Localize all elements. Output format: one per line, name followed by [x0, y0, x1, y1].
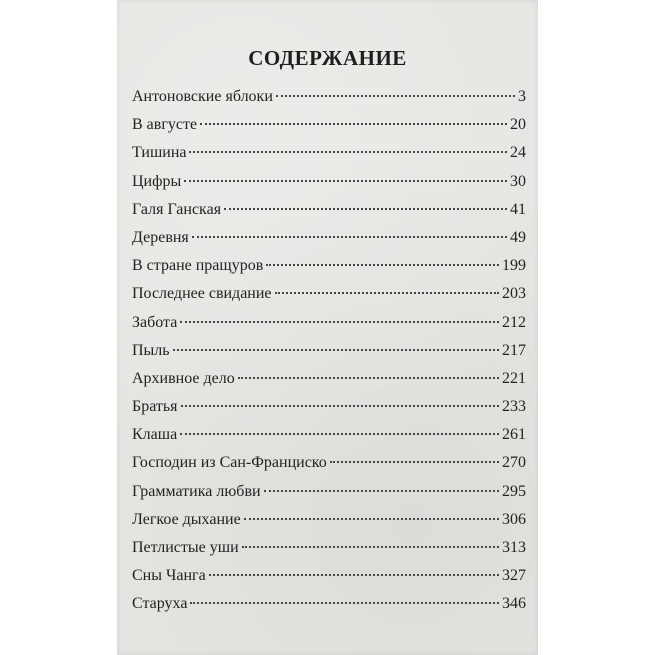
toc-leader-dots	[264, 490, 499, 492]
toc-entry	[132, 595, 526, 623]
toc-entry-page: 261	[502, 426, 526, 444]
toc-entry-page: 233	[502, 398, 526, 416]
toc-entry-title: Деревня	[132, 228, 189, 246]
toc-entry-title: Архивное дело	[132, 369, 235, 387]
toc-leader-dots	[238, 377, 499, 379]
toc-leader-dots	[330, 461, 499, 463]
toc-entry-title: Последнее свидание	[132, 285, 272, 303]
toc-entry-page: 30	[510, 172, 526, 190]
toc-entry-title: В августе	[132, 116, 198, 134]
toc-entry-title: Галя Ганская	[132, 200, 222, 218]
toc-leader-dots	[173, 349, 499, 351]
toc-entry-title: Клаша	[132, 426, 178, 444]
toc-leader-dots	[244, 518, 499, 520]
toc-leader-dots	[180, 433, 499, 435]
toc-entry-title: Старуха	[132, 595, 188, 613]
toc-entry	[132, 370, 526, 398]
toc-entry-page: 221	[502, 369, 526, 387]
toc-entry-page: 217	[502, 341, 526, 359]
toc-leader-dots	[224, 208, 507, 210]
toc-leader-dots	[184, 180, 507, 182]
toc-entry-page: 270	[502, 454, 526, 472]
toc-entry-page: 327	[502, 567, 526, 585]
toc-entry-title: Господин из Сан-Франциско	[132, 454, 327, 472]
page-title: СОДЕРЖАНИЕ	[248, 46, 407, 70]
table-of-contents	[132, 88, 526, 624]
toc-entry	[132, 257, 526, 285]
toc-leader-dots	[266, 264, 499, 266]
toc-entry	[132, 426, 526, 454]
toc-leader-dots	[275, 292, 499, 294]
toc-entry-title: Тишина	[132, 144, 187, 162]
toc-entry-page: 313	[502, 539, 526, 556]
toc-entry-page: 212	[502, 313, 526, 331]
toc-entry-title: Легкое дыхание	[132, 510, 241, 528]
toc-entry-page: 199	[502, 257, 526, 275]
toc-entry	[132, 88, 526, 116]
toc-entry	[132, 567, 526, 595]
toc-entry-title: Цифры	[132, 172, 182, 190]
toc-entry-page: 203	[502, 285, 526, 303]
toc-entry-page: 3	[518, 88, 526, 105]
toc-entry-title: Сны Чанга	[132, 567, 206, 585]
toc-entry	[132, 314, 526, 342]
toc-leader-dots	[192, 236, 507, 238]
toc-entry	[132, 116, 526, 144]
toc-entry-title: Братья	[132, 398, 178, 416]
toc-entry-title: В стране пращуров	[132, 257, 264, 275]
toc-entry	[132, 173, 526, 201]
toc-leader-dots	[276, 95, 515, 97]
toc-entry-title: Петлистые уши	[132, 539, 239, 556]
toc-entry-title: Антоновские яблоки	[132, 88, 273, 105]
toc-entry	[132, 398, 526, 426]
toc-entry	[132, 483, 526, 511]
toc-entry	[132, 144, 526, 172]
toc-entry	[132, 454, 526, 482]
toc-entry-page: 49	[510, 228, 526, 246]
toc-entry	[132, 229, 526, 257]
toc-entry	[132, 511, 526, 539]
toc-leader-dots	[180, 321, 499, 323]
toc-entry-title: Забота	[132, 313, 178, 331]
toc-entry-page: 41	[510, 200, 526, 218]
toc-leader-dots	[209, 574, 499, 576]
toc-entry-page: 20	[510, 116, 526, 134]
toc-entry	[132, 342, 526, 370]
toc-entry-page: 306	[502, 510, 526, 528]
toc-leader-dots	[189, 151, 507, 153]
toc-entry	[132, 285, 526, 313]
toc-leader-dots	[242, 546, 499, 548]
toc-entry-page: 346	[502, 595, 526, 613]
toc-leader-dots	[181, 405, 499, 407]
toc-entry-title: Грамматика любви	[132, 482, 261, 500]
book-page	[117, 0, 538, 655]
toc-leader-dots	[200, 123, 507, 125]
toc-entry	[132, 201, 526, 229]
toc-leader-dots	[190, 602, 499, 604]
toc-entry-page: 24	[510, 144, 526, 162]
toc-entry-page: 295	[502, 482, 526, 500]
toc-entry	[132, 539, 526, 567]
toc-entry-title: Пыль	[132, 341, 170, 359]
